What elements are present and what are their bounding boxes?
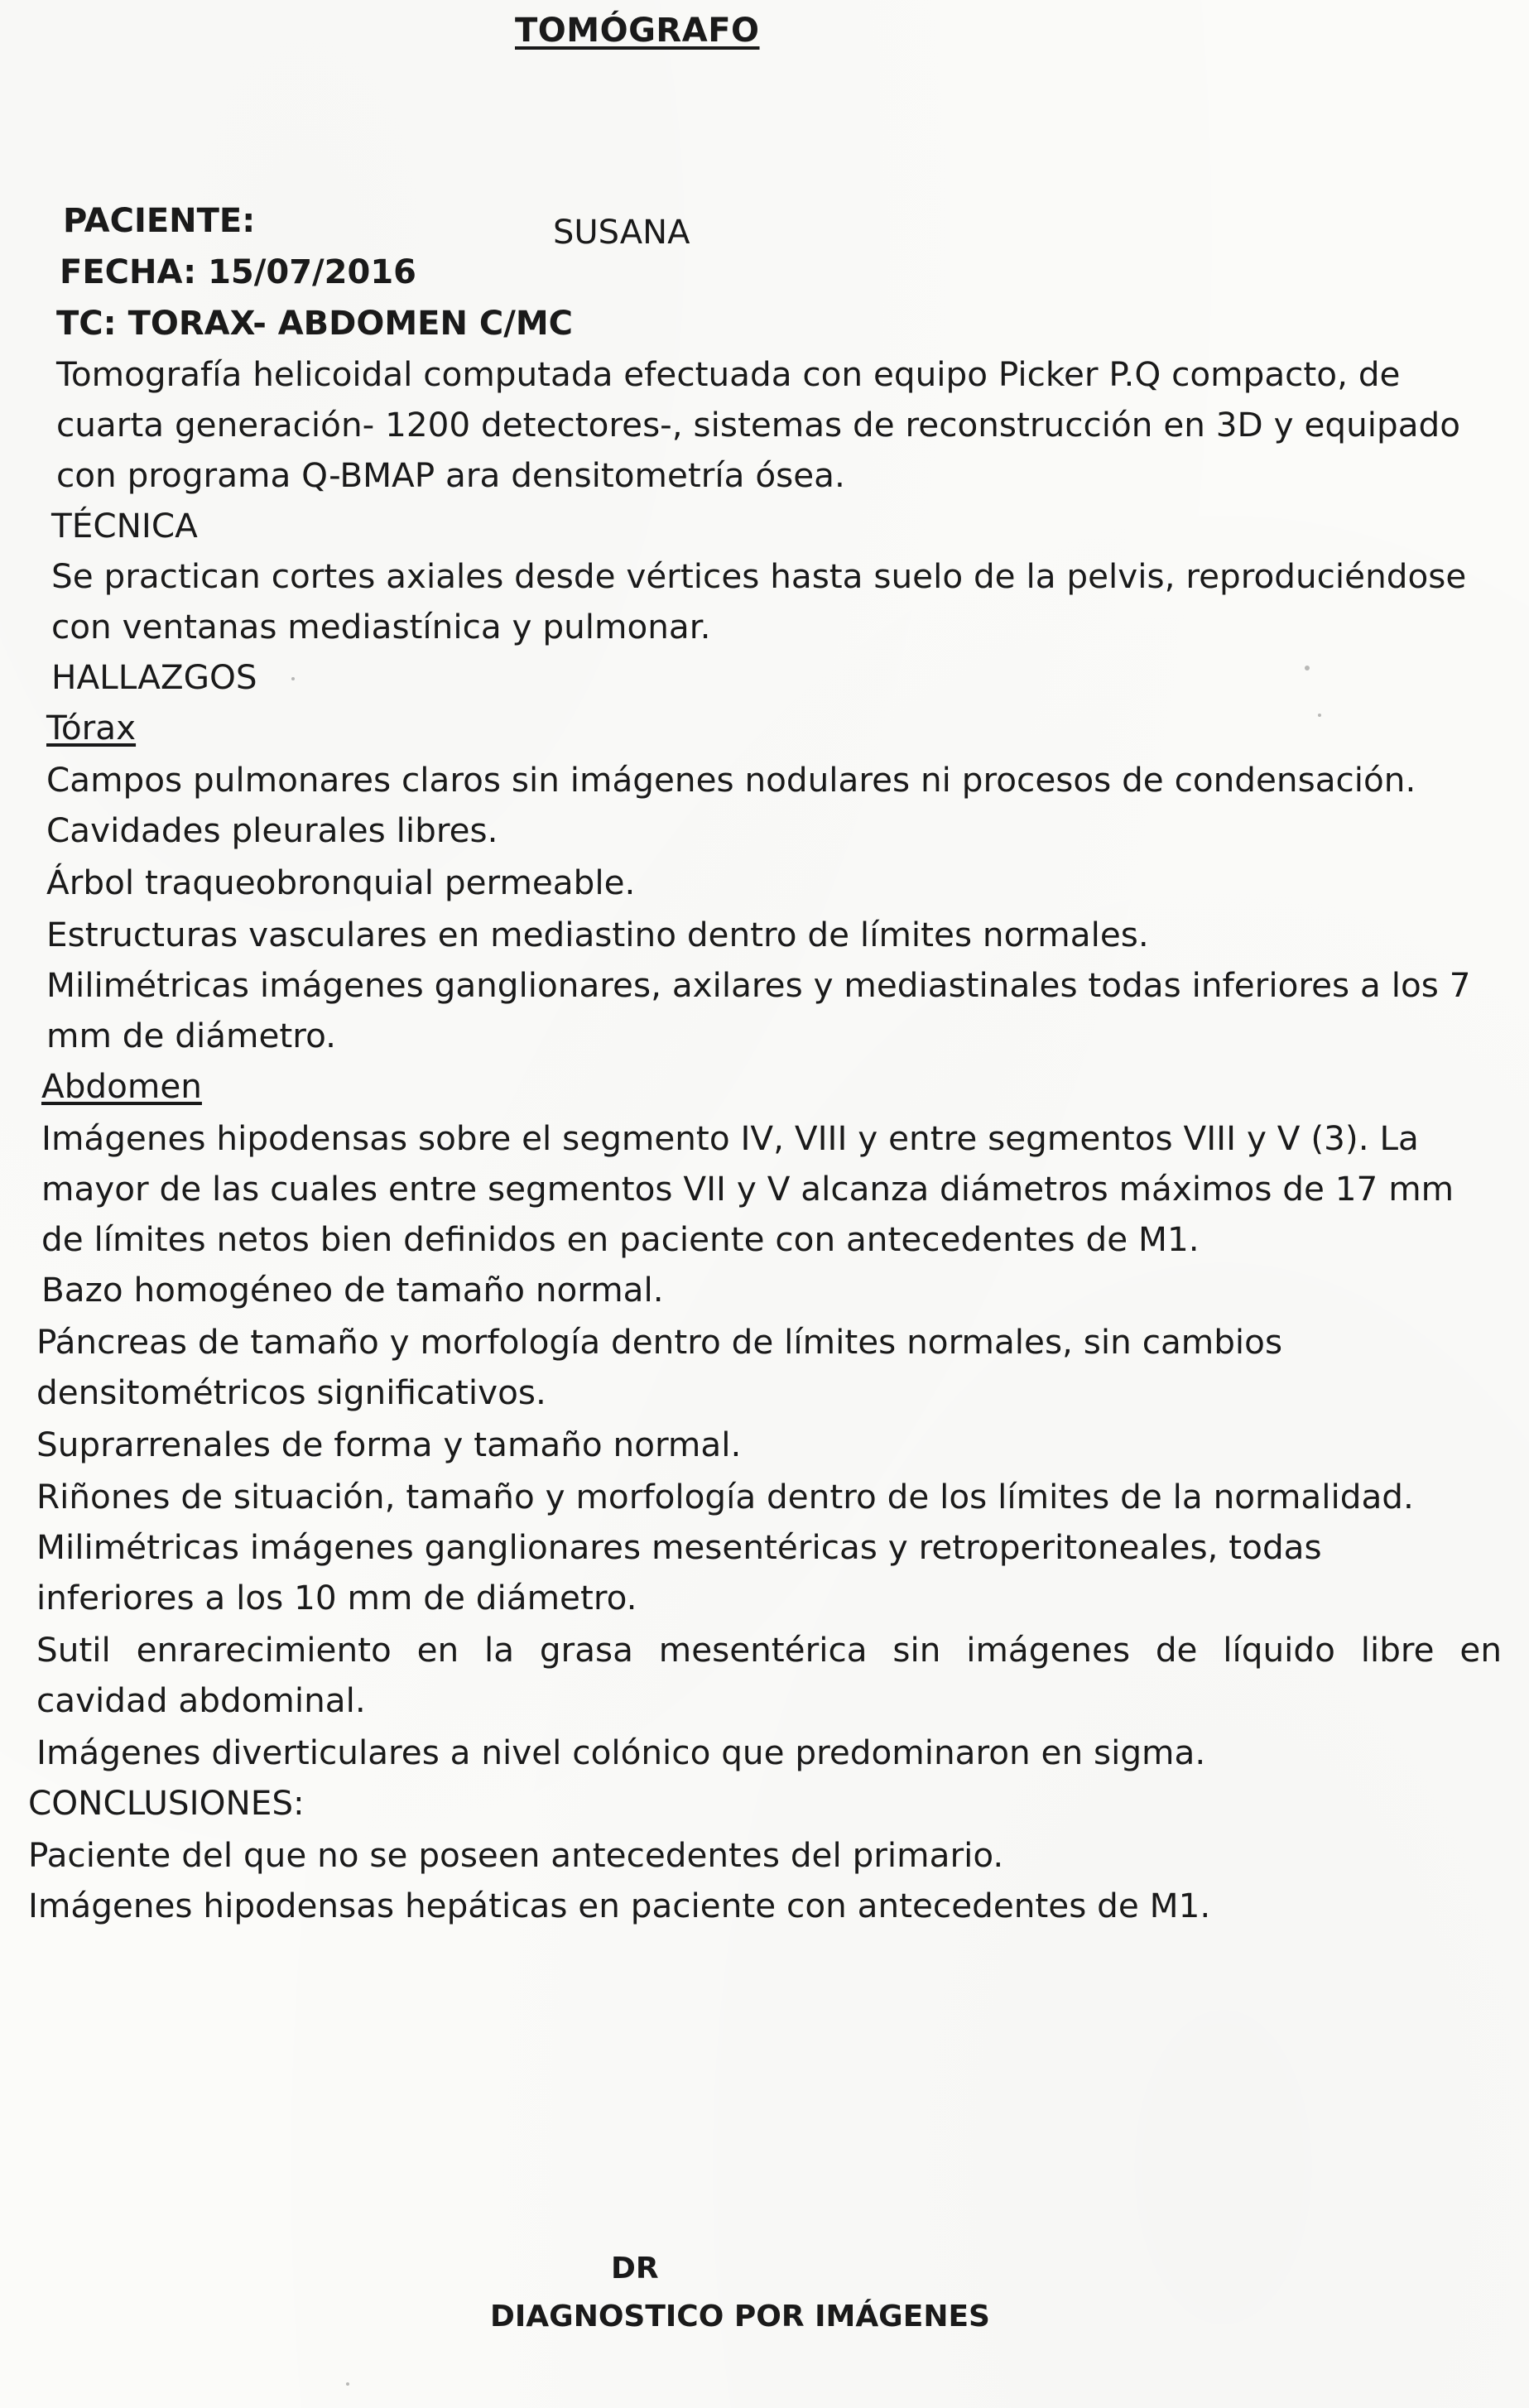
report-title: TOMÓGRAFO	[515, 12, 760, 50]
thorax-line: Campos pulmonares claros sin imágenes nodulares ni procesos de condensación.	[46, 760, 1416, 800]
abdomen-line: de límites netos bien definidos en paciente con antecedentes de M1.	[41, 1219, 1200, 1259]
abdomen-line: Sutil enrarecimiento en la grasa mesentérica sin imágenes de líquido libre en	[36, 1630, 1502, 1670]
scan-speck	[346, 2382, 349, 2386]
abdomen-line: Páncreas de tamaño y morfología dentro de límites normales, sin cambios	[36, 1322, 1283, 1362]
conclusion-line: Paciente del que no se poseen antecedentes del primario.	[28, 1835, 1004, 1875]
conclusions-heading: CONCLUSIONES:	[28, 1783, 305, 1823]
thorax-line: Milimétricas imágenes ganglionares, axilares y mediastinales todas inferiores a los 7	[46, 965, 1471, 1005]
report-body	[17, 349, 1515, 1931]
abdomen-line: Milimétricas imágenes ganglionares mesentéricas y retroperitoneales, todas	[36, 1527, 1322, 1567]
abdomen-line: Riñones de situación, tamaño y morfología dentro de los límites de la normalidad.	[36, 1477, 1414, 1516]
thorax-line: Árbol traqueobronquial permeable.	[46, 863, 636, 902]
abdomen-line: Suprarrenales de forma y tamaño normal.	[36, 1425, 742, 1464]
patient-name: SUSANA	[553, 214, 690, 252]
abdomen-line: densitométricos significativos.	[36, 1372, 546, 1412]
findings-heading: HALLAZGOS	[51, 657, 257, 697]
intro-line: Tomografía helicoidal computada efectuada con equipo Picker P.Q compacto, de	[56, 354, 1401, 394]
abdomen-line: inferiores a los 10 mm de diámetro.	[36, 1578, 637, 1617]
thorax-heading: Tórax	[46, 708, 137, 747]
scan-speck	[291, 677, 295, 680]
thorax-line: Cavidades pleurales libres.	[46, 810, 498, 850]
abdomen-heading: Abdomen	[41, 1066, 202, 1106]
intro-line: cuarta generación- 1200 detectores-, sistemas de reconstrucción en 3D y equipado	[56, 405, 1461, 445]
thorax-line: Estructuras vasculares en mediastino dentro de límites normales.	[46, 915, 1149, 954]
signature-dr: DR	[611, 2252, 659, 2285]
patient-label: PACIENTE:	[63, 202, 256, 240]
abdomen-line: Bazo homogéneo de tamaño normal.	[41, 1270, 664, 1310]
intro-line: con programa Q-BMAP ara densitometría ósea.	[56, 455, 845, 495]
study-line: TC: TORAX- ABDOMEN C/MC	[56, 305, 574, 343]
technique-line: Se practican cortes axiales desde vértices hasta suelo de la pelvis, reproduciéndose	[51, 556, 1467, 596]
scan-speck	[1305, 666, 1310, 670]
scan-speck	[1318, 714, 1321, 717]
technique-line: con ventanas mediastínica y pulmonar.	[51, 607, 711, 646]
thorax-line: mm de diámetro.	[46, 1016, 337, 1055]
abdomen-line: cavidad abdominal.	[36, 1680, 366, 1720]
abdomen-line: mayor de las cuales entre segmentos VII y V alcanza diámetros máximos de 17 mm	[41, 1169, 1454, 1209]
signature-department: DIAGNOSTICO POR IMÁGENES	[490, 2300, 990, 2334]
conclusion-line: Imágenes hipodensas hepáticas en paciente con antecedentes de M1.	[28, 1886, 1211, 1925]
technique-heading: TÉCNICA	[51, 506, 198, 546]
date-line: FECHA: 15/07/2016	[60, 253, 416, 291]
abdomen-line: Imágenes diverticulares a nivel colónico que predominaron en sigma.	[36, 1733, 1206, 1772]
abdomen-line: Imágenes hipodensas sobre el segmento IV, VIII y entre segmentos VIII y V (3). La	[41, 1118, 1419, 1158]
